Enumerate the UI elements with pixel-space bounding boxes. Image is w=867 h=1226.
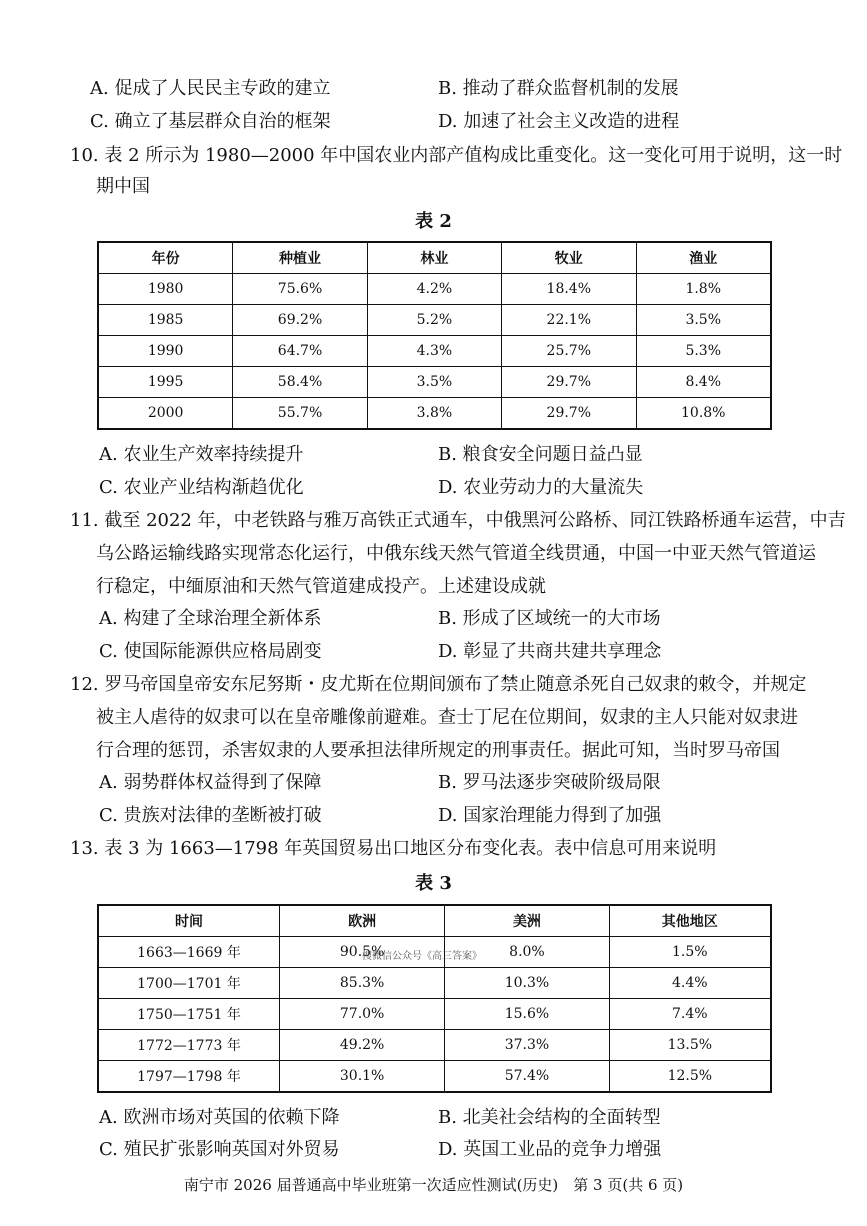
table-cell: 30.1% [279,1061,444,1093]
table-cell: 90.5% [279,937,444,968]
table2-header: 年份 [98,242,233,274]
table-cell: 5.2% [367,305,501,336]
q9-option-c: C. 确立了基层群众自治的框架 [90,111,331,132]
table-cell: 4.4% [609,968,771,999]
table-cell: 25.7% [502,336,636,367]
q9-option-d: D. 加速了社会主义改造的进程 [438,111,680,132]
table-cell: 4.3% [367,336,501,367]
q11-option-c: C. 使国际能源供应格局剧变 [99,641,322,662]
table-cell: 4.2% [367,274,501,305]
table3-caption: 表 3 [415,873,452,894]
q13-stem-line1: 13. 表 3 为 1663—1798 年英国贸易出口地区分布变化表。表中信息可用来说明 [70,838,717,859]
table-cell: 37.3% [445,1030,609,1061]
table-cell: 1700—1701 年 [98,968,279,999]
q11-stem-line3: 行稳定，中缅原油和天然气管道建成投产。上述建设成就 [96,576,546,597]
table3-header: 时间 [98,905,279,937]
watermark-text: 搜微信公众号《高三答案》 [362,951,482,962]
table-row [98,968,771,999]
table-cell: 3.5% [367,367,501,398]
table-row [98,336,771,367]
table2 [97,241,772,430]
table3-header: 其他地区 [609,905,771,937]
table-row [98,367,771,398]
table2-header: 牧业 [502,242,636,274]
table-cell: 77.0% [279,999,444,1030]
table-cell: 29.7% [502,367,636,398]
table-cell: 58.4% [233,367,367,398]
table-cell: 3.8% [367,398,501,430]
table-cell: 57.4% [445,1061,609,1093]
q12-option-c: C. 贵族对法律的垄断被打破 [99,805,322,826]
table-cell: 2000 [98,398,233,430]
table-cell: 5.3% [636,336,771,367]
table-cell: 8.4% [636,367,771,398]
table-cell: 10.3% [445,968,609,999]
table-cell: 75.6% [233,274,367,305]
q12-stem-line1: 12. 罗马帝国皇帝安东尼努斯・皮尤斯在位期间颁布了禁止随意杀死自己奴隶的敕令，并规定 [70,674,807,695]
q12-option-b: B. 罗马法逐步突破阶级局限 [438,772,661,793]
table-cell: 1.8% [636,274,771,305]
q9-option-b: B. 推动了群众监督机制的发展 [438,78,679,99]
q13-option-b: B. 北美社会结构的全面转型 [438,1107,661,1128]
page-footer: 南宁市 2026 届普通高中毕业班第一次适应性测试(历史) 第 3 页(共 6 页) [183,1176,684,1194]
table-cell: 13.5% [609,1030,771,1061]
table-cell: 18.4% [502,274,636,305]
table-cell: 55.7% [233,398,367,430]
table-cell: 22.1% [502,305,636,336]
table-row [98,305,771,336]
table-cell: 1663—1669 年 [98,937,279,968]
table-cell: 3.5% [636,305,771,336]
table-row [98,398,771,430]
table2-header-row [98,242,771,274]
q10-stem-line1: 10. 表 2 所示为 1980—2000 年中国农业内部产值构成比重变化。这一变化可用于说明，这一时 [70,145,843,166]
table-cell: 15.6% [445,999,609,1030]
table-cell: 49.2% [279,1030,444,1061]
q13-option-a: A. 欧洲市场对英国的依赖下降 [99,1107,340,1128]
table3-header: 欧洲 [279,905,444,937]
table-cell: 1797—1798 年 [98,1061,279,1093]
table-cell: 64.7% [233,336,367,367]
table2-caption: 表 2 [415,211,452,232]
q11-stem-line1: 11. 截至 2022 年，中老铁路与雅万高铁正式通车，中俄黑河公路桥、同江铁路桥通车运营，中吉 [70,510,846,531]
q10-option-c: C. 农业产业结构渐趋优化 [99,477,304,498]
table-cell: 1750—1751 年 [98,999,279,1030]
table-cell: 7.4% [609,999,771,1030]
table2-header: 种植业 [233,242,367,274]
table-cell: 8.0% [445,937,609,968]
q13-option-d: D. 英国工业品的竞争力增强 [438,1139,662,1160]
q11-stem-line2: 乌公路运输线路实现常态化运行，中俄东线天然气管道全线贯通，中国一中亚天然气管道运 [96,543,816,564]
q12-option-d: D. 国家治理能力得到了加强 [438,805,662,826]
table3-header-row [98,905,771,937]
table-cell: 69.2% [233,305,367,336]
table-cell: 1980 [98,274,233,305]
q12-stem-line3: 行合理的惩罚，杀害奴隶的人要承担法律所规定的刑事责任。据此可知，当时罗马帝国 [96,740,780,761]
q13-option-c: C. 殖民扩张影响英国对外贸易 [99,1139,340,1160]
table-cell: 1985 [98,305,233,336]
q11-option-b: B. 形成了区域统一的大市场 [438,608,661,629]
q11-option-d: D. 彰显了共商共建共享理念 [438,641,662,662]
table-cell: 12.5% [609,1061,771,1093]
q9-option-a: A. 促成了人民民主专政的建立 [90,78,331,99]
table3-header: 美洲 [445,905,609,937]
q11-option-a: A. 构建了全球治理全新体系 [99,608,322,629]
table2-header: 林业 [367,242,501,274]
table-cell: 1772—1773 年 [98,1030,279,1061]
q10-option-a: A. 农业生产效率持续提升 [99,444,304,465]
q10-option-b: B. 粮食安全问题日益凸显 [438,444,643,465]
q12-stem-line2: 被主人虐待的奴隶可以在皇帝雕像前避难。查士丁尼在位期间，奴隶的主人只能对奴隶进 [96,707,798,728]
table-cell: 1.5% [609,937,771,968]
table2-header: 渔业 [636,242,771,274]
table-row [98,1030,771,1061]
q10-stem-line2: 期中国 [96,176,150,197]
table-cell: 29.7% [502,398,636,430]
q12-option-a: A. 弱势群体权益得到了保障 [99,772,322,793]
table-row [98,274,771,305]
table3 [97,904,772,1093]
table-cell: 85.3% [279,968,444,999]
table-cell: 1990 [98,336,233,367]
table-row [98,999,771,1030]
q10-option-d: D. 农业劳动力的大量流失 [438,477,644,498]
table-cell: 1995 [98,367,233,398]
table-cell: 10.8% [636,398,771,430]
table-row [98,1061,771,1093]
